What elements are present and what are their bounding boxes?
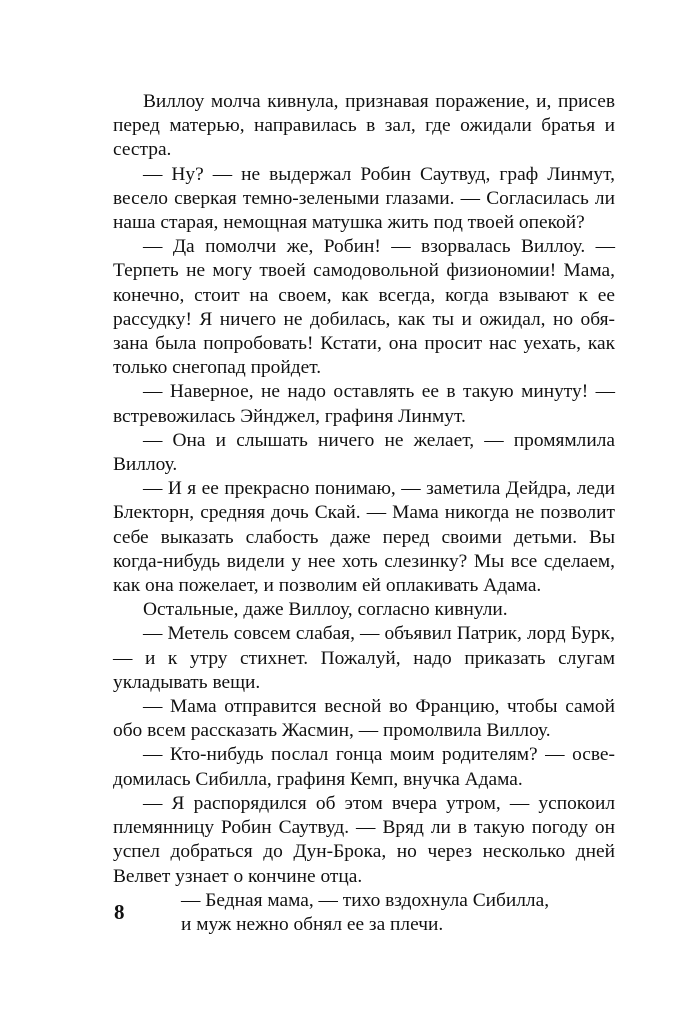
paragraph: — Наверное, не надо оставлять ее в такую минуту! — встревожилась Эйнджел, графиня Линмут. <box>113 381 615 427</box>
final-paragraph-line-1: — Бедная мама, — тихо вздохнула Сибилла, <box>181 889 550 911</box>
paragraph: — Мама отправится весной во Францию, чтобы самой обо всем рассказать Жасмин, — промолвила Виллоу. <box>113 696 615 742</box>
paragraph: — Она и слышать ничего не желает, — промямлила Виллоу. <box>113 429 615 476</box>
paragraph: — И я ее прекрасно понимаю, — заметила Дейдра, леди Блекторн, средняя дочь Скай. — Мама никогда не позволит себе выказать слабость даже перед своими детьми. Вы когда-нибудь видели у нее хоть слезинку? Мы все сделаем, как она пожелает, и позволим ей оплакивать Адама. <box>113 478 615 597</box>
body-text <box>113 90 615 937</box>
final-paragraph-line-2: и муж нежно обнял ее за плечи. <box>181 913 444 935</box>
paragraph: — Метель совсем слабая, — объявил Патрик, лорд Бурк, — и к утру стихнет. Пожалуй, надо приказать слугам укладывать вещи. <box>113 623 615 693</box>
final-paragraph <box>181 889 615 937</box>
paragraph: Виллоу молча кивнула, признавая поражение, и, присев перед матерью, направилась в зал, где ожидали братья и сестра. <box>113 91 615 161</box>
paragraph: — Ну? — не выдержал Робин Саутвуд, граф Линмут, весело сверкая темно-зелеными глазами. — Согласилась ли наша старая, немощная матушка жить под твоей опекой? <box>113 163 615 234</box>
paragraph: — Я распорядился об этом вчера утром, — успокоил племянницу Робин Саутвуд. — Вряд ли в такую погоду он успел добраться до Дун-Брока, но через несколько дней Велвет узнает о кончине отца. <box>113 792 615 887</box>
page-number: 8 <box>114 900 125 924</box>
paragraph: Остальные, даже Виллоу, согласно кивнули. <box>143 599 508 621</box>
paragraph: — Да помолчи же, Робин! — взорвалась Виллоу. — Терпеть не могу твоей самодовольной физиономии! Мама, конечно, стоит на своем, как всегда, когда взывают к ее рассудку! Я ничего не добилась, как ты и ожидал, но обязана была попробовать! Кстати, она просит нас уехать, как только снегопад пройдет. <box>113 236 615 379</box>
paragraph: — Кто-нибудь послал гонца моим родителям? — осведомилась Сибилла, графиня Кемп, внучка Адама. <box>113 744 615 790</box>
